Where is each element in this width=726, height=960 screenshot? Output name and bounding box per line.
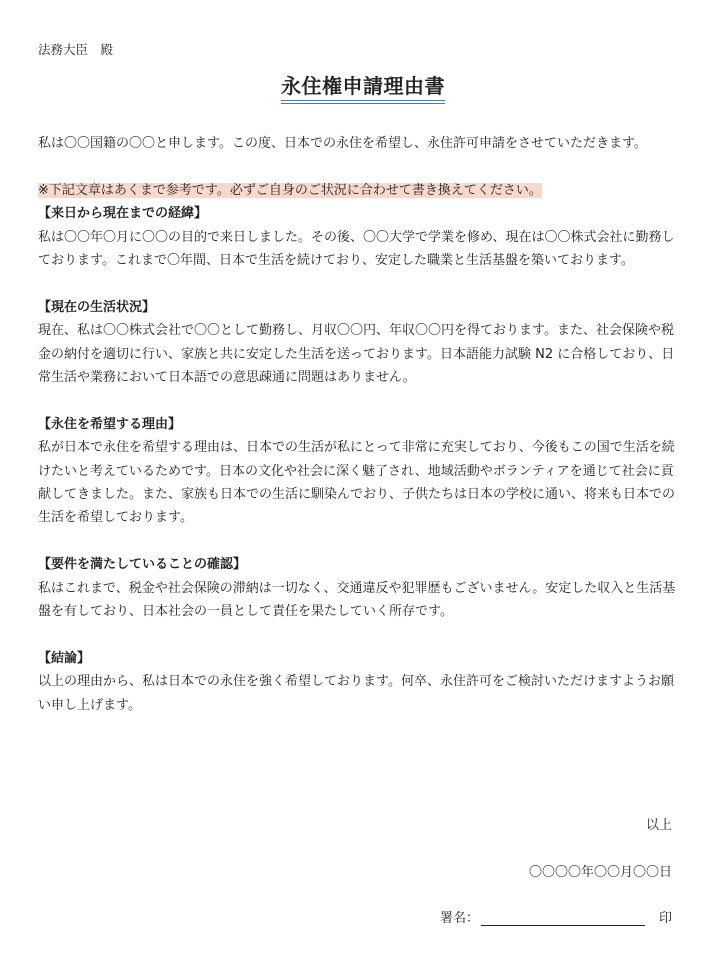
section-text-reason: 私が日本で永住を希望する理由は、日本での生活が私にとって非常に充実しており、今後もこの国で生活を続けたいと考えているためです。日本の文化や社会に深く魅了され、地域活動やボランティアを通じて社会に貢献してきました。また、家族も日本での生活に馴染んでおり、子供たちは日本の学校に通い、将来も日本での生活を希望しております。 [38,440,676,526]
signature-line[interactable] [481,909,645,926]
signature-block [440,907,672,926]
reference-note: ※下記文章はあくまで参考です。必ずご自身のご状況に合わせて書き換えてください。 [38,182,542,198]
closing-mark: 以上 [645,818,672,833]
reference-note-line [38,179,678,202]
section-text-history: 私は〇〇年〇月に〇〇の目的で来日しました。その後、〇〇大学で学業を修め、現在は〇〇株式会社に勤務しております。これまで〇年間、日本で生活を続けており、安定した職業と生活基盤を築いております。 [38,229,675,269]
signature-label: 署名： [439,911,479,926]
section-heading-living: 【現在の生活状況】 [38,299,156,315]
document-date: 〇〇〇〇年〇〇月〇〇日 [528,865,672,880]
addressee: 法務大臣 殿 [38,42,114,57]
document-title: 永住権申請理由書 [281,70,445,104]
section-text-living: 現在、私は〇〇株式会社で〇〇として勤務し、月収〇〇円、年収〇〇円を得ております。また、社会保険や税金の納付を適切に行い、家族と共に安定した生活を送っております。日本語能力試験 N2 に合格しており、日常生活や業務において日本語での意思疎通に問題はありません。 [38,323,675,386]
section-heading-reason: 【永住を希望する理由】 [38,416,182,432]
document-title-wrap [0,70,726,104]
section-text-requirements: 私はこれまで、税金や社会保険の滞納は一切なく、交通違反や犯罪歴もございません。安定した収入と生活基盤を有しており、日本社会の一員として責任を果たしていく所存です。 [38,580,676,620]
section-heading-conclusion: 【結論】 [38,650,91,666]
section-text-conclusion: 以上の理由から、私は日本での永住を強く希望しております。何卒、永住許可をご検討いただけますようお願い申し上げます。 [38,674,674,713]
seal-mark: 印 [658,911,672,926]
document-body [38,132,678,717]
section-heading-history: 【来日から現在までの経緯】 [38,206,208,222]
intro-paragraph: 私は〇〇国籍の〇〇と申します。この度、日本での永住を希望し、永住許可申請をさせていただきます。 [38,136,647,151]
section-heading-requirements: 【要件を満たしていることの確認】 [38,557,247,573]
